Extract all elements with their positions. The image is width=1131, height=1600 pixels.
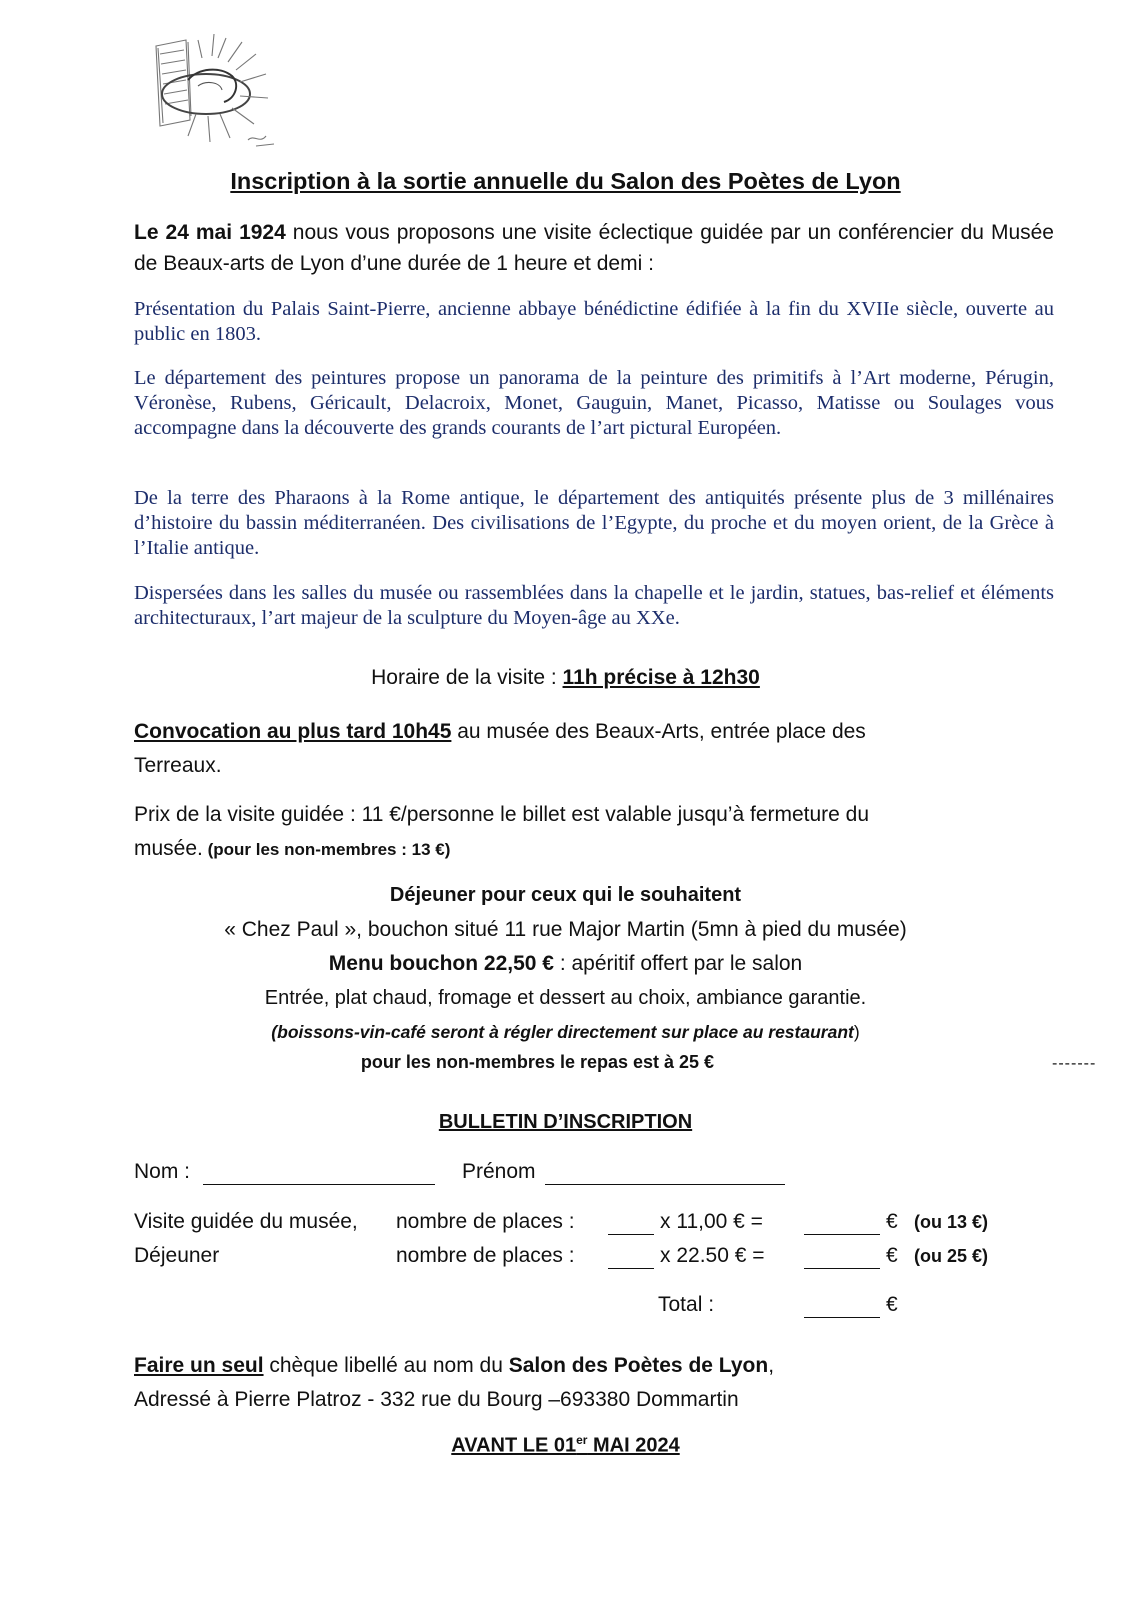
row-visite-euro: € [886, 1210, 898, 1233]
paragraph-sculptures: Dispersées dans les salles du musée ou rassemblées dans la chapelle et le jardin, statues, bas-relief et éléments architecturaux, l’art majeur de la sculpture du Moyen-âge au XXe. [134, 582, 1054, 629]
schedule-label: Horaire de la visite : [371, 666, 563, 689]
visite-places-field[interactable] [608, 1234, 654, 1235]
total-euro: € [886, 1293, 898, 1316]
payment-text-2: , [768, 1354, 775, 1377]
deadline-before: AVANT LE 01 [451, 1434, 577, 1457]
nom-label: Nom : [134, 1160, 191, 1183]
row-visite-mult: x 11,00 € = [660, 1210, 763, 1233]
drinks-note [0, 1022, 1131, 1043]
menu-text: : apéritif offert par le salon [553, 952, 803, 975]
deadline-after: MAI 2024 [587, 1434, 680, 1457]
total-label: Total : [658, 1293, 715, 1316]
payment-bold-1: Faire un seul [134, 1354, 264, 1377]
dejeuner-places-field[interactable] [608, 1268, 654, 1269]
row-visite-note: (ou 13 €) [914, 1212, 989, 1232]
row-dejeuner-places: nombre de places : [396, 1244, 575, 1267]
row-dejeuner-euro: € [886, 1244, 898, 1267]
price-non-members: (pour les non-membres : 13 €) [202, 840, 451, 859]
drinks-note-paren: ) [853, 1022, 860, 1042]
lunch-heading [0, 884, 1131, 907]
deadline-sup: er [576, 1433, 588, 1447]
payment-address: Adressé à Pierre Platroz - 332 rue du Bourg –693380 Dommartin [134, 1388, 739, 1411]
paragraph-antiquites: De la terre des Pharaons à la Rome antique, le département des antiquités présente plus de 3 millénaires d’histoire du bassin méditerranéen. Des civilisations de l’Egypte, du proche et du moyen orient, de la Grèce à l’Italie antique. [134, 487, 1054, 559]
paragraph-peintures: Le département des peintures propose un panorama de la peinture des primitifs à l’Art moderne, Pérugin, Véronèse, Rubens, Géricault, Delacroix, Monet, Gauguin, Manet, Picasso, Matisse ou Soulages vous accompagne dans la découverte des grands courants de l’art pictural Européen. [134, 367, 1054, 439]
page-title: Inscription à la sortie annuelle du Salon des Poètes de Lyon [230, 168, 901, 194]
intro-paragraph [134, 217, 1054, 279]
lunch-courses: Entrée, plat chaud, fromage et dessert au choix, ambiance garantie. [264, 987, 867, 1009]
drinks-note-text: (boissons-vin-café seront à régler directement sur place au restaurant [271, 1022, 854, 1042]
row-dejeuner-label: Déjeuner [134, 1244, 220, 1267]
price-line-2: musée. [134, 837, 203, 860]
deadline [0, 1433, 1131, 1458]
row-dejeuner-mult: x 22.50 € = [660, 1244, 765, 1267]
lunch-menu [0, 952, 1131, 976]
menu-price: Menu bouchon 22,50 € [328, 952, 554, 975]
payment-info [134, 1349, 774, 1417]
convocation [134, 715, 866, 783]
bulletin-heading: BULLETIN D’INSCRIPTION [438, 1111, 693, 1133]
separator-dashes: ------- [1052, 1055, 1097, 1072]
payment-text-1: chèque libellé au nom du [263, 1354, 509, 1377]
convocation-text: au musée des Beaux-Arts, entrée place des [451, 720, 866, 743]
lunch-heading-text: Déjeuner pour ceux qui le souhaitent [389, 884, 742, 906]
logo-drawing [128, 28, 288, 156]
salon-logo [128, 28, 288, 156]
visite-amount-field[interactable] [804, 1234, 880, 1235]
event-date: Le 24 mai 1924 [134, 221, 286, 244]
lunch-place: « Chez Paul », bouchon situé 11 rue Major Martin (5mn à pied du musée) [224, 918, 907, 941]
convocation-text-2: Terreaux. [134, 754, 222, 777]
price-line-1: Prix de la visite guidée : 11 €/personne le billet est valable jusqu’à fermeture du [134, 803, 870, 826]
prenom-field[interactable] [545, 1184, 785, 1185]
row-dejeuner-note: (ou 25 €) [914, 1246, 989, 1266]
dejeuner-amount-field[interactable] [804, 1268, 880, 1269]
convocation-time: Convocation au plus tard 10h45 [134, 720, 452, 743]
row-visite-label: Visite guidée du musée, [134, 1210, 358, 1233]
prenom-label: Prénom [462, 1160, 536, 1183]
payment-payee: Salon des Poètes de Lyon [508, 1354, 769, 1377]
intro-text: nous vous proposons une visite éclectique guidée par un conférencier du Musée de Beaux-arts de Lyon d’une durée de 1 heure et demi : [134, 221, 1054, 275]
total-field[interactable] [804, 1317, 880, 1318]
schedule-time: 11h précise à 12h30 [562, 666, 760, 689]
nom-field[interactable] [203, 1184, 435, 1185]
visit-schedule [0, 666, 1131, 690]
lunch-non-members: pour les non-membres le repas est à 25 € [360, 1052, 715, 1072]
row-visite-places: nombre de places : [396, 1210, 575, 1233]
paragraph-palais: Présentation du Palais Saint-Pierre, ancienne abbaye bénédictine édifiée à la fin du XVIIe siècle, ouverte au public en 1803. [134, 298, 1054, 345]
price-info [134, 798, 869, 867]
